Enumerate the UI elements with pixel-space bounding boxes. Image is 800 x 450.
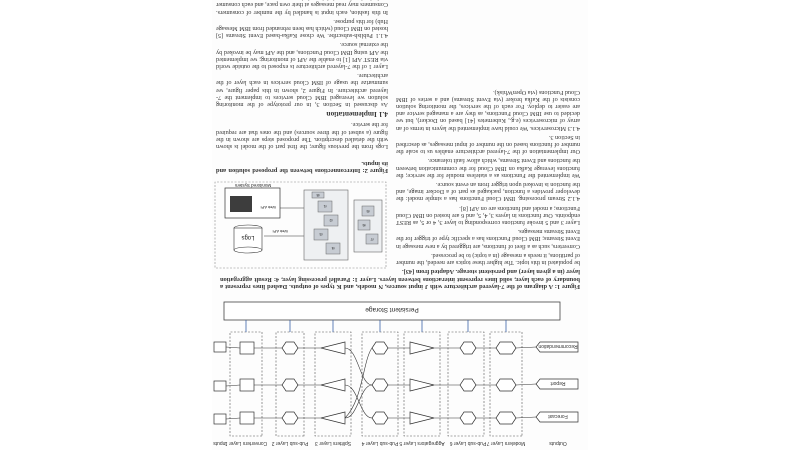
figure1-caption: Figure 1: A diagram of the 7-layered architecture with J input sources, N models, and K types of outputs. Dashed lines represent a boundary of each layer, solid lines represent interactions between layers. Layer 1: Parallel processing layer, 4: Result aggregation layer (in a given layer) and persistent storage. Adapted from [43]. (220, 268, 580, 290)
figure2-interconnection-diagram (213, 180, 388, 270)
svg-text:Pub-sub Layer 2: Pub-sub Layer 2 (271, 440, 309, 446)
figure2-logs-label: Logs (241, 234, 255, 240)
figure1-converter-nodes (240, 342, 254, 424)
left-top-paragraph: Logs from the previous figure; the first part of the model is shown with the detailed description. The proposed steps are shown in the figure (a subset of the three sources) and the ones that are required for the service. (216, 121, 388, 150)
right-sec-4-1-3: 4.1.3 Microservices. We could have implemented the layers in terms of an array of microservices (e.g., Kubernetes [41] based on Docker), but we decided to use IBM Cloud Functions, as they are a managed service and are easier to deploy. For each of the services, the monitoring solution consists of the Kafka broker (via Event Streams) and a series of IBM Cloud Functions (via OpenWhisk). (396, 88, 580, 132)
right-para-e: Our implementation of the 7-layered architecture enables us to scale the number of functions based on the number of input messages, as described in Section 3. (396, 133, 580, 156)
right-sec-4-1-2: 4.1.2 Stream processing. IBM Cloud Functions has a simple model: the developer provides a function, packaged as part of a Docker image, and the function is invoked upon trigger from an event source. (396, 180, 580, 203)
right-para-c: Layer 3 and 5 invoke functions corresponding to layer 3, 4 or 5, as REST endpoints. Our functions in layers 3, 4, 5, and 6 are hosted on IBM Cloud Functions; a model and functions are on API [8]. (396, 204, 580, 226)
right-para-b: Converters, such as a fleet of functions, are triggered by a new message in Event Streams; IBM Cloud Functions has a specific type of trigger for the Event Streams messages. (396, 228, 580, 250)
svg-text:Report: Report (550, 380, 566, 386)
svg-text:f7: f7 (370, 237, 374, 241)
svg-text:Converters Layer 1: Converters Layer 1 (224, 440, 268, 446)
figure1-pubsub2-nodes (372, 342, 388, 424)
figure2-caption: Figure 2: Interconnections between the proposed solution and its inputs. (216, 159, 388, 174)
svg-text:f8: f8 (316, 193, 320, 197)
figure2-monitor-label: Monitored System (234, 183, 272, 188)
svg-text:f3: f3 (319, 232, 323, 236)
left-sec-4-1-1: 4.1.1 Publish-subscribe. We chose Kafka-based Event Streams [5] hosted on IBM Cloud (which has been rebranded from IBM Message Hub) for this purpose. (216, 17, 388, 40)
svg-text:Forecast: Forecast (548, 413, 568, 419)
right-para-d: We implemented the Functions as a stateless module for the service; the functions leverage Kafka on IBM Cloud for the communication between the functions and Event Streams, which allow fault tolerance. (396, 157, 580, 179)
figure1-bottom-labels (213, 440, 567, 446)
right-column-text (216, 0, 388, 150)
svg-text:Aggregators Layer 5: Aggregators Layer 5 (399, 440, 445, 446)
svg-text:Outputs: Outputs (549, 440, 567, 446)
svg-text:Modelers Layer 7: Modelers Layer 7 (486, 440, 526, 446)
svg-text:Pub-sub Layer 6: Pub-sub Layer 6 (449, 440, 487, 446)
left-para-c: In this fashion, each input is handled by the number of consumers. Consumers may read messages at their own pace, and each consumer (216, 1, 388, 16)
figure2-api-label-bottom: Web API (272, 229, 288, 234)
figure1-storage-links (246, 320, 506, 332)
figure1-splitter-nodes (321, 342, 345, 424)
figure2-monitor-screen (230, 196, 252, 212)
left-para-b: Layer 1 of the 7-layered architecture is exposed to the outside world via REST API [1] to enable the API of monitoring; we implemented the API using IBM Cloud Functions, and the API may be invoked by the external source. (216, 41, 388, 70)
figure1-pubsub-nodes (282, 342, 298, 424)
figure1-storage-label: Persistent Storage (365, 306, 419, 313)
svg-text:f4: f4 (331, 246, 335, 250)
svg-text:f1: f1 (323, 204, 327, 208)
figure1-input-nodes (214, 342, 226, 424)
left-column-text (396, 86, 580, 266)
section-4-1-heading: 4.1 Implementation (326, 110, 388, 120)
svg-text:f5: f5 (366, 209, 370, 213)
figure1-architecture-diagram (212, 294, 588, 450)
figure2-api-label-top: Web API (260, 205, 276, 210)
svg-text:f6: f6 (362, 223, 366, 227)
svg-text:Recommendation: Recommendation (538, 343, 578, 349)
left-para-a: As discussed in Section 3, in our prototype of the monitoring solution we leveraged IBM Cloud services to implement the 7-layered architecture. In Figure 2, shown in this paper figure, we summarize the usage of IBM Cloud services in each layer of the architecture. (216, 72, 388, 108)
svg-text:Inputs: Inputs (213, 440, 227, 446)
figure1-modeler-nodes (496, 342, 516, 424)
svg-text:Pub-sub Layer 4: Pub-sub Layer 4 (361, 440, 399, 446)
svg-text:Splitters Layer 3: Splitters Layer 3 (314, 440, 352, 446)
svg-text:f2: f2 (329, 218, 333, 222)
figure1-aggregator-nodes (410, 342, 434, 424)
right-para-a: be populated in this topic. The higher these topics are needed, the number of partitions, it needs a message (in a topic) to be processed. (396, 251, 580, 266)
figure1-pubsub3-nodes (460, 342, 476, 424)
paper-page-rotated (212, 0, 588, 450)
